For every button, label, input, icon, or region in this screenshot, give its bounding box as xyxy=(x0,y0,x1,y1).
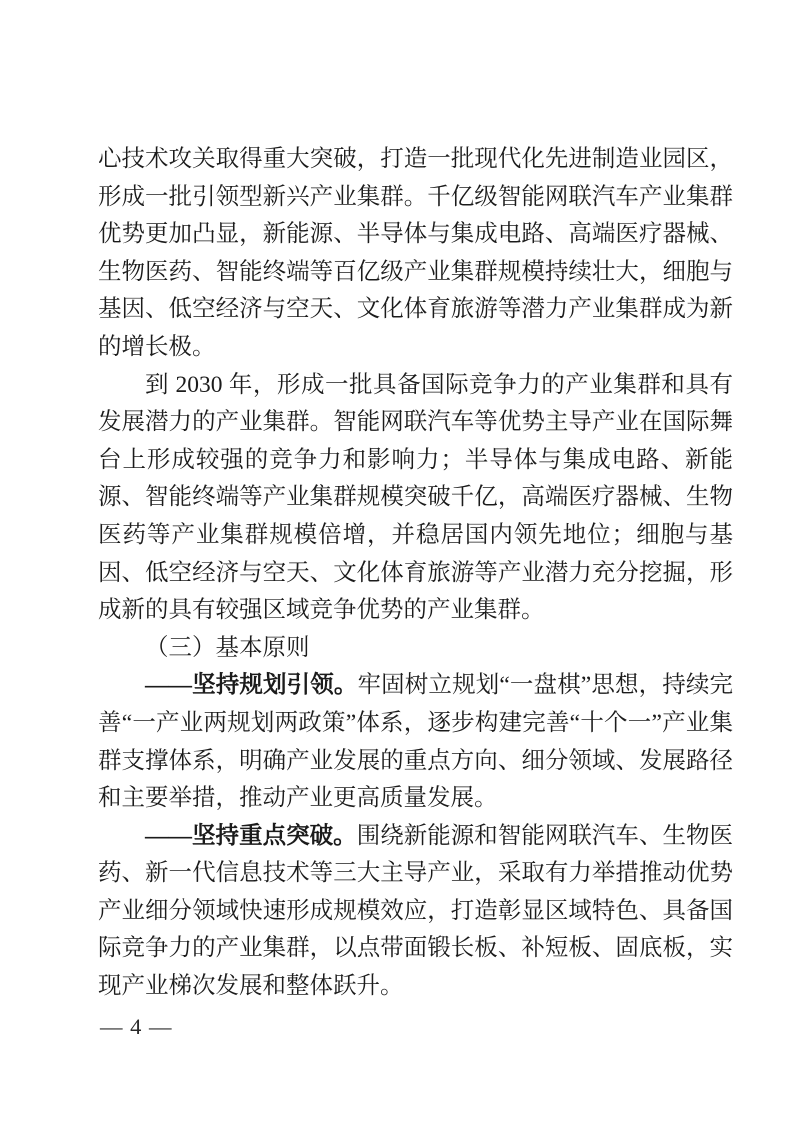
principle-2-lead: ——坚持重点突破。 xyxy=(145,822,357,849)
principle-paragraph-1 xyxy=(98,667,733,817)
principle-2-text: 围绕新能源和智能网联汽车、生物医药、新一代信息技术等三大主导产业，采取有力举措推动优势产业细分领域快速形成规模效应，打造彰显区域特色、具备国际竞争力的产业集群，以点带面锻长板、补短板、固底板，实现产业梯次发展和整体跃升。 xyxy=(98,822,734,1000)
principle-1-lead: ——坚持规划引领。 xyxy=(145,672,358,699)
principle-paragraph-2 xyxy=(98,818,733,1006)
body-paragraph-continuation: 心技术攻关取得重大突破，打造一批现代化先进制造业园区，形成一批引领型新兴产业集群。千亿级智能网联汽车产业集群优势更加凸显，新能源、半导体与集成电路、高端医疗器械、生物医药、智能终端等百亿级产业集群规模持续壮大，细胞与基因、低空经济与空天、文化体育旅游等潜力产业集群成为新的增长极。 xyxy=(98,146,733,360)
document-body xyxy=(98,141,733,1006)
section-heading: （三）基本原则 xyxy=(145,634,310,661)
page-number: — 4 — xyxy=(100,1014,173,1039)
body-paragraph: 到 2030 年，形成一批具备国际竞争力的产业集群和具有发展潜力的产业集群。智能网联汽车等优势主导产业在国际舞台上形成较强的竞争力和影响力；半导体与集成电路、新能源、智能终端等产业集群规模突破千亿，高端医疗器械、生物医药等产业集群规模倍增，并稳居国内领先地位；细胞与基因、低空经济与空天、文化体育旅游等产业潜力充分挖掘，形成新的具有较强区域竞争优势的产业集群。 xyxy=(98,371,733,624)
principle-1-text: 牢固树立规划“一盘棋”思想，持续完善“一产业两规划两政策”体系，逐步构建完善“十个一”产业集群支撑体系，明确产业发展的重点方向、细分领域、发展路径和主要举措，推动产业更高质量发展。 xyxy=(98,672,733,812)
